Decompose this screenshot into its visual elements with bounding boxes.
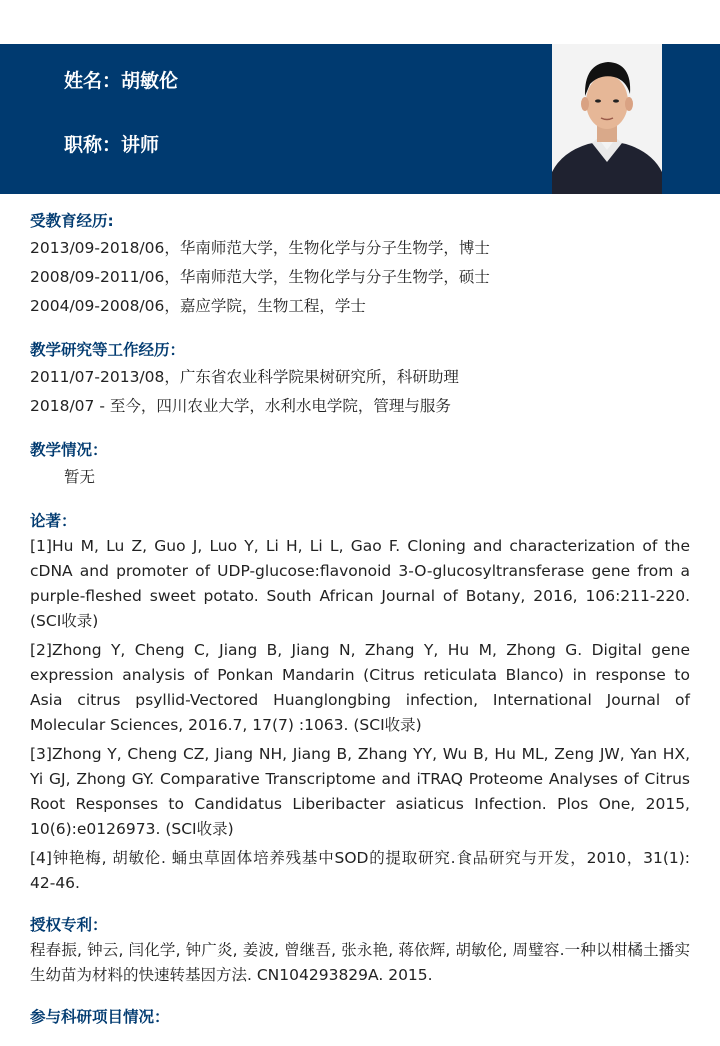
profile-photo [552, 44, 662, 194]
publication-item: [2]Zhong Y, Cheng C, Jiang B, Jiang N, Zhang Y, Hu M, Zhong G. Digital gene expression analysis of Ponkan Mandarin (Citrus reticulata Blanco) in response to Asia citrus psyllid-Vectored Huanglongbing infection, International Journal of Molecular Sciences, 2016.7, 17(7) :1063. (SCI收录) [30, 641, 690, 734]
projects-section [30, 1004, 690, 1030]
work-section [30, 337, 690, 421]
publication-item: [4]钟艳梅, 胡敏伦. 蛹虫草固体培养残基中SOD的提取研究.食品研究与开发，2010，31(1): 42-46. [30, 849, 690, 892]
education-item: 2008/09-2011/06，华南师范大学，生物化学与分子生物学，硕士 [30, 268, 490, 286]
resume-content [30, 208, 690, 1046]
publication-item: [1]Hu M, Lu Z, Guo J, Luo Y, Li H, Li L, Gao F. Cloning and characterization of the cDNA and promoter of UDP-glucose:flavonoid 3-O-glucosyltransferase gene from a purple-fleshed sweet potato. South African Journal of Botany, 2016, 106:211-220. (SCI收录) [30, 537, 690, 630]
education-section [30, 208, 690, 321]
publications-section [30, 508, 690, 896]
work-item: 2011/07-2013/08，广东省农业科学院果树研究所，科研助理 [30, 368, 459, 386]
portrait-image [552, 44, 662, 194]
patents-section [30, 912, 690, 988]
work-title: 教学研究等工作经历： [30, 341, 186, 359]
education-item: 2013/09-2018/06，华南师范大学，生物化学与分子生物学，博士 [30, 239, 490, 257]
patents-title: 授权专利： [30, 916, 108, 934]
work-item: 2018/07 - 至今，四川农业大学，水利水电学院，管理与服务 [30, 397, 451, 415]
teaching-text: 暂无 [64, 468, 96, 486]
teaching-title: 教学情况： [30, 441, 108, 459]
education-title: 受教育经历: [30, 212, 114, 230]
publications-title: 论著： [30, 512, 77, 530]
publication-item: [3]Zhong Y, Cheng CZ, Jiang NH, Jiang B, Zhang YY, Wu B, Hu ML, Zeng JW, Yan HX, Yi GJ, Zhong GY. Comparative Transcriptome and iTRAQ Proteome Analyses of Citrus Root Responses to Candidatus Liberibacter asiaticus Infection. Plos One, 2015, 10(6):e0126973. (SCI收录) [30, 745, 690, 838]
patent-item: 程春振, 钟云, 闫化学, 钟广炎, 姜波, 曾继吾, 张永艳, 蒋依辉, 胡敏伦, 周璧容.一种以柑橘土播实生幼苗为材料的快速转基因方法. CN104293829A. 2015. [30, 941, 690, 984]
name-line: 姓名：胡敏伦 [64, 70, 179, 92]
education-item: 2004/09-2008/06，嘉应学院，生物工程，学士 [30, 297, 366, 315]
projects-title: 参与科研项目情况： [30, 1008, 170, 1026]
title-line: 职称：讲师 [64, 134, 160, 156]
teaching-section [30, 437, 690, 492]
